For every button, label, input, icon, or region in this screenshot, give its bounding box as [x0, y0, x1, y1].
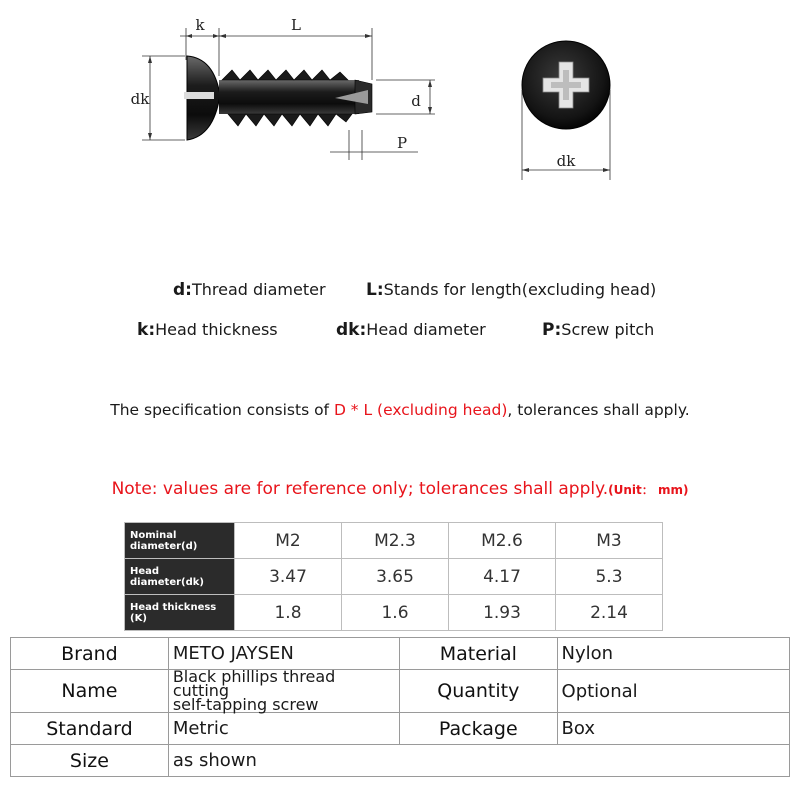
legend-dk: dk:Head diameter [336, 320, 486, 340]
label-L: L [291, 16, 301, 34]
material-label: Material [400, 638, 557, 670]
screw-top-view [522, 41, 610, 129]
quantity-label: Quantity [400, 670, 557, 713]
material-value: Nylon [557, 638, 789, 670]
row-header: Head thickness (K) [125, 595, 235, 631]
table-row [125, 523, 663, 559]
product-info-table [10, 637, 790, 777]
table-cell: M3 [556, 523, 663, 559]
screw-side-view [184, 56, 372, 140]
name-label: Name [11, 670, 169, 713]
label-k: k [195, 16, 205, 34]
size-value: as shown [168, 745, 789, 777]
table-row [11, 745, 790, 777]
row-header: Nominal diameter(d) [125, 523, 235, 559]
name-value: Black phillips thread cutting self-tapping screw [168, 670, 399, 713]
specification-line: The specification consists of D * L (excluding head), tolerances shall apply. [110, 401, 690, 419]
table-row [125, 559, 663, 595]
package-value: Box [557, 713, 789, 745]
reference-note: Note: values are for reference only; tolerances shall apply.(Unit： mm) [111, 479, 689, 499]
legend-k: k:Head thickness [137, 320, 278, 340]
screw-technical-drawing [0, 0, 800, 260]
table-cell: 2.14 [556, 595, 663, 631]
label-dk-top: dk [556, 152, 576, 170]
standard-value: Metric [168, 713, 399, 745]
label-P: P [396, 134, 408, 152]
package-label: Package [400, 713, 557, 745]
label-d: d [411, 92, 421, 110]
table-cell: M2.6 [449, 523, 556, 559]
table-cell: 4.17 [449, 559, 556, 595]
table-cell: 3.65 [342, 559, 449, 595]
table-cell: 1.8 [235, 595, 342, 631]
table-row [11, 670, 790, 713]
table-row [11, 638, 790, 670]
table-cell: 1.93 [449, 595, 556, 631]
brand-value: METO JAYSEN [168, 638, 399, 670]
size-label: Size [11, 745, 169, 777]
quantity-value: Optional [557, 670, 789, 713]
legend-L: L:Stands for length(excluding head) [366, 280, 657, 300]
table-row [125, 595, 663, 631]
dimensions-table [124, 522, 663, 631]
row-header: Head diameter(dk) [125, 559, 235, 595]
table-cell: M2 [235, 523, 342, 559]
table-cell: 3.47 [235, 559, 342, 595]
table-cell: 5.3 [556, 559, 663, 595]
legend-P: P:Screw pitch [542, 320, 655, 340]
brand-label: Brand [11, 638, 169, 670]
table-cell: 1.6 [342, 595, 449, 631]
standard-label: Standard [11, 713, 169, 745]
table-cell: M2.3 [342, 523, 449, 559]
table-row [11, 713, 790, 745]
legend-d: d:Thread diameter [173, 280, 326, 300]
label-dk-side: dk [130, 90, 150, 108]
